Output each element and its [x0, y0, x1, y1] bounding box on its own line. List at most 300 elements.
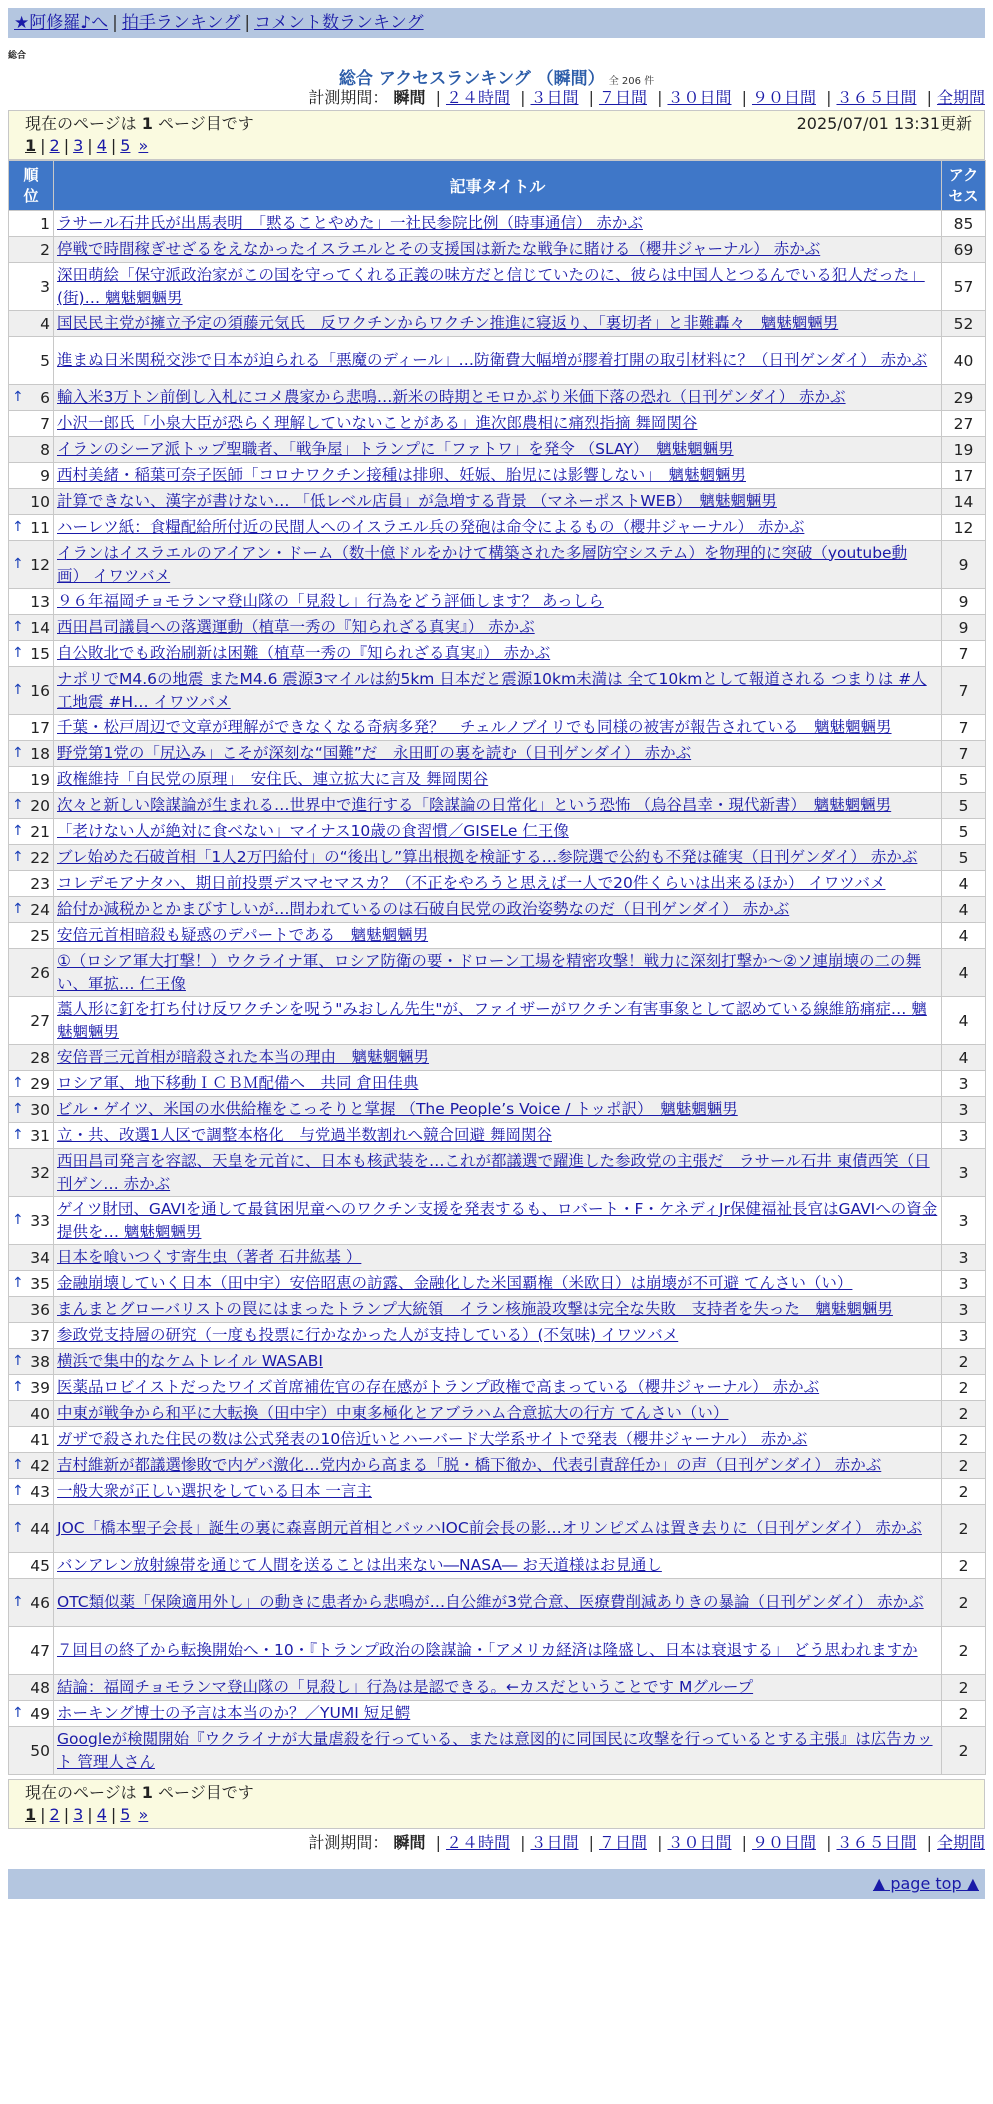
article-title-link[interactable]: 藁人形に釘を打ち付け反ワクチンを呪う"みおしん先生"が、ファイザーがワクチン有害事象として認めている線維筋痛症… 魑魅魍魎男 — [57, 999, 927, 1041]
rank-cell — [9, 897, 54, 923]
rank-cell — [9, 1097, 54, 1123]
table-row — [9, 237, 986, 263]
rank-cell — [9, 715, 54, 741]
ranking-title — [8, 64, 985, 89]
period-option-24h[interactable]: ２４時間 — [445, 88, 510, 107]
article-title-link[interactable]: ①（ロシア軍大打撃！）ウクライナ軍、ロシア防衛の要・ドローン工場を精密攻撃！戦力に深刻打撃か～②ソ連崩壊の二の舞い、軍拡… 仁王像 — [57, 951, 922, 993]
title-cell — [54, 1197, 942, 1245]
table-row — [9, 589, 986, 615]
col-header-access: アクセス — [942, 161, 986, 211]
table-row — [9, 1297, 986, 1323]
title-cell — [54, 589, 942, 615]
title-cell — [54, 1627, 942, 1675]
table-row — [9, 1271, 986, 1297]
article-title-link[interactable]: 安倍元首相暗殺も疑惑のデパートである 魑魅魍魎男 — [57, 926, 429, 944]
title-cell — [54, 411, 942, 437]
rank-up-arrow-icon: ↑ — [12, 1704, 24, 1721]
article-title-link[interactable]: 西田昌司議員への落選運動（植草一秀の『知られざる真実』） 赤かぶ — [57, 618, 535, 636]
rank-number: 26 — [30, 963, 50, 982]
access-count: 2 — [942, 1627, 986, 1675]
title-cell — [54, 337, 942, 385]
ranking-total-count: 全 206 件 — [608, 76, 655, 87]
rank-number: 29 — [30, 1074, 50, 1093]
title-cell — [54, 1401, 942, 1427]
rank-up-arrow-icon: ↑ — [12, 744, 24, 761]
article-title-link[interactable]: 輸入米3万トン前倒し入札にコメ農家から悲鳴…新米の時期とモロかぶり米価下落の恐れ（日刊ゲンダイ） 赤かぶ — [57, 388, 846, 406]
page-link-4[interactable]: 4 — [96, 136, 107, 155]
rank-number: 8 — [40, 440, 50, 459]
rank-number: 49 — [30, 1704, 50, 1723]
period-option-365d-bottom[interactable]: ３６５日間 — [836, 1833, 917, 1852]
rank-cell — [9, 1579, 54, 1627]
rank-up-arrow-icon: ↑ — [12, 1074, 24, 1091]
table-row — [9, 897, 986, 923]
article-title-link[interactable]: 政権維持「自民党の原理」 安住氏、連立拡大に言及 舞岡関谷 — [57, 770, 489, 788]
table-row — [9, 1149, 986, 1197]
period-option-3d-bottom[interactable]: ３日間 — [530, 1833, 579, 1852]
title-cell — [54, 1323, 942, 1349]
access-count: 2 — [942, 1375, 986, 1401]
rank-number: 45 — [30, 1556, 50, 1575]
rank-up-arrow-icon: ↑ — [12, 796, 24, 813]
page-current-bottom: 1 — [25, 1805, 37, 1824]
rank-up-arrow-icon: ↑ — [12, 900, 24, 917]
rank-cell — [9, 1271, 54, 1297]
rank-number: 46 — [30, 1593, 50, 1612]
title-cell — [54, 385, 942, 411]
table-row — [9, 515, 986, 541]
page-link-5-bottom[interactable]: 5 — [120, 1805, 131, 1824]
article-title-link[interactable]: ラサール石井氏が出馬表明 「黙ることやめた」一社民参院比例（時事通信） 赤かぶ — [57, 214, 643, 232]
access-count: 5 — [942, 819, 986, 845]
rank-number: 40 — [30, 1404, 50, 1423]
title-cell — [54, 641, 942, 667]
article-title-link[interactable]: ガザで殺された住民の数は公式発表の10倍近いとハーバード大学系サイトで発表（櫻井ジャーナル） 赤かぶ — [57, 1430, 808, 1448]
title-cell — [54, 845, 942, 871]
page-link-2[interactable]: 2 — [49, 136, 60, 155]
period-option-90d-bottom[interactable]: ９０日間 — [751, 1833, 816, 1852]
rank-number: 11 — [30, 518, 50, 537]
rank-cell — [9, 489, 54, 515]
title-cell — [54, 463, 942, 489]
article-title-link[interactable]: イランのシーア派トップ聖職者、「戦争屋」トランプに「ファトワ」を発令 （SLAY） 魑魅魍魎男 — [57, 440, 734, 458]
rank-up-arrow-icon: ↑ — [12, 644, 24, 661]
period-option-7d-bottom[interactable]: ７日間 — [598, 1833, 647, 1852]
table-row — [9, 923, 986, 949]
title-cell — [54, 1375, 942, 1401]
article-title-link[interactable]: ビル・ゲイツ、米国の水供給権をこっそりと掌握 （The People’s Voice / トッポ訳） 魑魅魍魎男 — [57, 1100, 738, 1118]
access-count: 12 — [942, 515, 986, 541]
period-option-all[interactable]: 全期間 — [936, 88, 985, 107]
rank-up-arrow-icon: ↑ — [12, 1274, 24, 1291]
title-cell — [54, 1579, 942, 1627]
access-count: 9 — [942, 541, 986, 589]
table-row — [9, 411, 986, 437]
rank-up-arrow-icon: ↑ — [12, 1456, 24, 1473]
period-option-all-bottom[interactable]: 全期間 — [936, 1833, 985, 1852]
rank-number: 24 — [30, 900, 50, 919]
table-row — [9, 767, 986, 793]
page-link-4-bottom[interactable]: 4 — [96, 1805, 107, 1824]
access-count: 57 — [942, 263, 986, 311]
article-title-link[interactable]: コレデモアナタハ、期日前投票デスマセマスカ？（不正をやろうと思えば一人で20件くらいは出来るほか） イワツバメ — [57, 874, 886, 892]
rank-number: 43 — [30, 1482, 50, 1501]
article-title-link[interactable]: ナポリでM4.6の地震 またM4.6 震源3マイルは約5km 日本だと震源10km未満は 全て10kmとして報道される つまりは #人工地震 #H… イワツバメ — [57, 669, 927, 711]
article-title-link[interactable]: Googleが検閲開始『ウクライナが大量虐殺を行っている、または意図的に同国民に攻撃を行っているとする主張』は広告カット 管理人さん — [57, 1729, 933, 1771]
col-header-title: 記事タイトル — [54, 161, 942, 211]
title-cell — [54, 1097, 942, 1123]
title-cell — [54, 489, 942, 515]
table-row — [9, 1701, 986, 1727]
rank-number: 41 — [30, 1430, 50, 1449]
table-row — [9, 615, 986, 641]
title-cell — [54, 1553, 942, 1579]
table-row — [9, 1627, 986, 1675]
table-row — [9, 489, 986, 515]
article-title-link[interactable]: 千葉・松戸周辺で文章が理解ができなくなる奇病多発？ チェルノブイリでも同様の被害が報告されている 魑魅魍魎男 — [57, 718, 892, 736]
page-next-link-bottom[interactable]: » — [138, 1805, 149, 1824]
table-row — [9, 1245, 986, 1271]
article-title-link[interactable]: 進まぬ日米関税交渉で日本が迫られる「悪魔のディール」…防衛費大幅増が膠着打開の取引材料に？（日刊ゲンダイ） 赤かぶ — [57, 351, 928, 369]
rank-number: 37 — [30, 1326, 50, 1345]
article-title-link[interactable]: 日本を喰いつくす寄生虫（著者 石井紘基 ） — [57, 1248, 362, 1266]
rank-cell — [9, 541, 54, 589]
article-title-link[interactable]: 結論：福岡チョモランマ登山隊の「見殺し」行為は是認できる。←カスだということです Mグループ — [57, 1678, 754, 1696]
table-row — [9, 1401, 986, 1427]
page-next-link[interactable]: » — [138, 136, 149, 155]
rank-cell — [9, 211, 54, 237]
article-title-link[interactable]: 中東が戦争から和平に大転換（田中宇）中東多極化とアブラハム合意拡大の行方 てんさい（い） — [57, 1404, 729, 1422]
article-title-link[interactable]: 深田萌絵「保守派政治家がこの国を守ってくれる正義の味方だと信じていたのに、彼らは中国人とつるんでいる犯人だった」(街)… 魑魅魍魎男 — [57, 265, 925, 307]
pager-top: 現在のページは 1 ページ目です 2025/07/01 13:31更新 1 | 2 | 3 | 4 | 5 » — [8, 110, 985, 160]
access-count: 4 — [942, 949, 986, 997]
rank-cell — [9, 311, 54, 337]
article-title-link[interactable]: 参政党支持層の研究（一度も投票に行かなかった人が支持している）(不気味) イワツバメ — [57, 1326, 679, 1344]
title-cell — [54, 263, 942, 311]
rank-number: 22 — [30, 848, 50, 867]
access-count: 7 — [942, 667, 986, 715]
table-row — [9, 1375, 986, 1401]
rank-cell — [9, 819, 54, 845]
rank-number: 15 — [30, 644, 50, 663]
article-title-link[interactable]: まんまとグローバリストの罠にはまったトランプ大統領 イラン核施設攻撃は完全な失敗 支持者を失った 魑魅魍魎男 — [57, 1300, 893, 1318]
rank-number: 33 — [30, 1211, 50, 1230]
article-title-link[interactable]: 次々と新しい陰謀論が生まれる…世界中で進行する「陰謀論の日常化」という恐怖 （烏谷昌幸・現代新書） 魑魅魍魎男 — [57, 796, 892, 814]
period-current-bottom: 瞬間 — [393, 1833, 426, 1852]
rank-cell — [9, 997, 54, 1045]
title-cell — [54, 615, 942, 641]
rank-cell — [9, 437, 54, 463]
rank-cell — [9, 1375, 54, 1401]
access-count: 9 — [942, 615, 986, 641]
access-count: 2 — [942, 1453, 986, 1479]
rank-cell — [9, 1071, 54, 1097]
rank-cell — [9, 1453, 54, 1479]
rank-number: 39 — [30, 1378, 50, 1397]
rank-up-arrow-icon: ↑ — [12, 618, 24, 635]
access-count: 4 — [942, 1045, 986, 1071]
table-row — [9, 263, 986, 311]
title-cell — [54, 1727, 942, 1775]
rank-cell — [9, 1245, 54, 1271]
rank-cell — [9, 741, 54, 767]
table-row — [9, 997, 986, 1045]
rank-number: 48 — [30, 1678, 50, 1697]
table-row — [9, 337, 986, 385]
article-title-link[interactable]: JOC「橋本聖子会長」誕生の裏に森喜朗元首相とバッハIOC前会長の影…オリンピズムは置き去りに（日刊ゲンダイ） 赤かぶ — [57, 1519, 922, 1537]
table-row — [9, 1453, 986, 1479]
table-row — [9, 1505, 986, 1553]
article-title-link[interactable]: ゲイツ財団、GAVIを通して最貧困児童へのワクチン支援を発表するも、ロバート・F・ケネディJr保健福祉長官はGAVIへの資金提供を… 魑魅魍魎男 — [57, 1199, 938, 1241]
table-row — [9, 949, 986, 997]
nav-separator: | — [112, 13, 118, 33]
article-title-link[interactable]: 吉村維新が都議選惨敗で内ゲバ激化…党内から高まる「脱・橋下徹か、代表引責辞任か」の声（日刊ゲンダイ） 赤かぶ — [57, 1456, 882, 1474]
access-count: 3 — [942, 1123, 986, 1149]
rank-number: 36 — [30, 1300, 50, 1319]
title-cell — [54, 1349, 942, 1375]
access-count: 2 — [942, 1701, 986, 1727]
rank-number: 28 — [30, 1048, 50, 1067]
rank-cell — [9, 667, 54, 715]
article-title-link[interactable]: 医薬品ロビイストだったワイズ首席補佐官の存在感がトランプ政権で高まっている（櫻井ジャーナル） 赤かぶ — [57, 1378, 820, 1396]
title-cell — [54, 1123, 942, 1149]
period-option-30d-bottom[interactable]: ３０日間 — [667, 1833, 732, 1852]
col-header-rank: 順位 — [9, 161, 54, 211]
rank-cell — [9, 1297, 54, 1323]
access-count: 3 — [942, 1245, 986, 1271]
article-title-link[interactable]: 国民民主党が擁立予定の須藤元気氏 反ワクチンからワクチン推進に寝返り、「裏切者」と非難轟々 魑魅魍魎男 — [57, 314, 839, 332]
table-row — [9, 667, 986, 715]
access-count: 2 — [942, 1479, 986, 1505]
rank-cell — [9, 1427, 54, 1453]
article-title-link[interactable]: 小沢一郎氏「小泉大臣が恐らく理解していないことがある」進次郎農相に痛烈指摘 舞岡関谷 — [57, 414, 698, 432]
article-title-link[interactable]: 立・共、改選1人区で調整本格化 与党過半数割れへ競合回避 舞岡関谷 — [57, 1126, 552, 1144]
title-cell — [54, 741, 942, 767]
article-title-link[interactable]: ７回目の終了から転換開始へ・10・『トランプ政治の陰謀論・「アメリカ経済は隆盛し、日本は衰退する」 どう思われますか — [57, 1641, 918, 1659]
title-cell — [54, 1675, 942, 1701]
article-title-link[interactable]: 「老けない人が絶対に食べない」マイナス10歳の食習慣／GISELe 仁王像 — [57, 822, 569, 840]
rank-up-arrow-icon: ↑ — [12, 388, 24, 405]
title-cell — [54, 1427, 942, 1453]
title-cell — [54, 897, 942, 923]
article-title-link[interactable]: 安倍晋三元首相が暗殺された本当の理由 魑魅魍魎男 — [57, 1048, 430, 1066]
article-title-link[interactable]: 一般大衆が正しい選択をしている日本 一言主 — [57, 1482, 372, 1500]
access-count: 5 — [942, 793, 986, 819]
rank-cell — [9, 385, 54, 411]
table-row — [9, 845, 986, 871]
rank-number: 27 — [30, 1011, 50, 1030]
access-count: 3 — [942, 1271, 986, 1297]
access-count: 3 — [942, 1297, 986, 1323]
title-cell — [54, 311, 942, 337]
rank-up-arrow-icon: ↑ — [12, 555, 24, 572]
title-cell — [54, 1297, 942, 1323]
rank-number: 44 — [30, 1519, 50, 1538]
comment-ranking-link[interactable]: コメント数ランキング — [254, 13, 424, 33]
page-link-3[interactable]: 3 — [73, 136, 84, 155]
rank-up-arrow-icon: ↑ — [12, 1211, 24, 1228]
article-title-link[interactable]: ブレ始めた石破首相「1人2万円給付」の“後出し”算出根拠を検証する…参院選で公約も不発は確実（日刊ゲンダイ） 赤かぶ — [57, 848, 918, 866]
table-row — [9, 1349, 986, 1375]
rank-number: 3 — [40, 277, 50, 296]
access-count: 2 — [942, 1401, 986, 1427]
article-title-link[interactable]: 西田昌司発言を容認、天皇を元首に、日本も核武装を…これが都議選で躍進した参政党の主張だ ラサール石井 東債西笑（日刊ゲン… 赤かぶ — [57, 1151, 930, 1193]
access-count: 40 — [942, 337, 986, 385]
article-title-link[interactable]: 西村美緒・稲葉可奈子医師「コロナワクチン接種は排卵、妊娠、胎児には影響しない」 魑魅魍魎男 — [57, 466, 746, 484]
rank-cell — [9, 1479, 54, 1505]
footer-bar — [8, 1869, 985, 1899]
table-row — [9, 1045, 986, 1071]
title-cell — [54, 793, 942, 819]
period-option-3d[interactable]: ３日間 — [530, 88, 579, 107]
table-row — [9, 1579, 986, 1627]
access-count: 4 — [942, 997, 986, 1045]
title-cell — [54, 541, 942, 589]
title-cell — [54, 1505, 942, 1553]
home-link[interactable]: ★阿修羅♪へ — [14, 13, 109, 33]
rank-cell — [9, 615, 54, 641]
rank-number: 7 — [40, 414, 50, 433]
ranking-title-text: 総合 アクセスランキング （瞬間） — [338, 69, 605, 89]
table-row — [9, 1123, 986, 1149]
article-title-link[interactable]: バンアレン放射線帯を通じて人間を送ることは出来ない―NASA― お天道様はお見通し — [57, 1556, 662, 1574]
rank-cell — [9, 1045, 54, 1071]
rank-number: 16 — [30, 681, 50, 700]
access-count: 2 — [942, 1427, 986, 1453]
rank-number: 14 — [30, 618, 50, 637]
page-link-5[interactable]: 5 — [120, 136, 131, 155]
period-option-90d[interactable]: ９０日間 — [751, 88, 816, 107]
table-row — [9, 793, 986, 819]
rank-number: 19 — [30, 770, 50, 789]
rank-cell — [9, 793, 54, 819]
access-count: 2 — [942, 1675, 986, 1701]
period-selector-top: 計測期間： 瞬間 | ２４時間 | ３日間 | ７日間 | ３０日間 | ９０日間 | ３６５日間 | 全期間 — [308, 88, 985, 107]
access-count: 3 — [942, 1149, 986, 1197]
table-row — [9, 541, 986, 589]
title-cell — [54, 949, 942, 997]
rank-number: 18 — [30, 744, 50, 763]
article-title-link[interactable]: ロシア軍、地下移動ＩＣＢＭ配備へ 共同 倉田佳典 — [57, 1074, 419, 1092]
period-label: 計測期間： — [308, 88, 389, 107]
rank-cell — [9, 871, 54, 897]
access-count: 27 — [942, 411, 986, 437]
page-link-3-bottom[interactable]: 3 — [73, 1805, 84, 1824]
title-cell — [54, 211, 942, 237]
access-count: 3 — [942, 1323, 986, 1349]
table-row — [9, 211, 986, 237]
title-cell — [54, 1149, 942, 1197]
rank-up-arrow-icon: ↑ — [12, 681, 24, 698]
rank-cell — [9, 949, 54, 997]
rank-cell — [9, 1123, 54, 1149]
access-count: 2 — [942, 1727, 986, 1775]
article-title-link[interactable]: 野党第1党の「尻込み」こそが深刻な“国難”だ 永田町の裏を読む（日刊ゲンダイ） 赤かぶ — [57, 744, 692, 762]
article-title-link[interactable]: OTC類似薬「保険適用外し」の動きに患者から悲鳴が…自公維が3党合意、医療費削減ありきの暴論（日刊ゲンダイ） 赤かぶ — [57, 1593, 924, 1611]
rank-up-arrow-icon: ↑ — [12, 822, 24, 839]
article-title-link[interactable]: 計算できない、漢字が書けない… 「低レベル店員」が急増する背景 （マネーポストWEB） 魑魅魍魎男 — [57, 492, 777, 510]
clap-ranking-link[interactable]: 拍手ランキング — [121, 13, 241, 33]
period-current: 瞬間 — [393, 88, 426, 107]
access-count: 2 — [942, 1579, 986, 1627]
rank-number: 2 — [40, 240, 50, 259]
article-title-link[interactable]: 自公敗北でも政治刷新は困難（植草一秀の『知られざる真実』） 赤かぶ — [57, 644, 551, 662]
access-count: 7 — [942, 641, 986, 667]
table-row — [9, 715, 986, 741]
title-cell — [54, 1701, 942, 1727]
period-selector-bottom: 計測期間： 瞬間 | ２４時間 | ３日間 | ７日間 | ３０日間 | ９０日間 | ３６５日間 | 全期間 — [308, 1833, 985, 1852]
title-cell — [54, 667, 942, 715]
rank-cell — [9, 1149, 54, 1197]
article-title-link[interactable]: 金融崩壊していく日本（田中宇）安倍昭恵の訪露、金融化した米国覇権（米欧日）は崩壊が不可避 てんさい（い） — [57, 1274, 853, 1292]
rank-up-arrow-icon: ↑ — [12, 1100, 24, 1117]
table-row — [9, 1553, 986, 1579]
rank-cell — [9, 1727, 54, 1775]
table-row — [9, 1675, 986, 1701]
period-label-bottom: 計測期間： — [308, 1833, 389, 1852]
page-current: 1 — [25, 136, 37, 155]
rank-number: 38 — [30, 1352, 50, 1371]
rank-cell — [9, 1505, 54, 1553]
title-cell — [54, 1271, 942, 1297]
rank-up-arrow-icon: ↑ — [12, 1593, 24, 1610]
table-row — [9, 641, 986, 667]
title-cell — [54, 1453, 942, 1479]
title-cell — [54, 997, 942, 1045]
period-option-7d[interactable]: ７日間 — [598, 88, 647, 107]
rank-number: 10 — [30, 492, 50, 511]
article-title-link[interactable]: 横浜で集中的なケムトレイル WASABI — [57, 1352, 323, 1370]
article-title-link[interactable]: 給付か減税かとかまびすしいが…問われているのは石破自民党の政治姿勢なのだ（日刊ゲンダイ） 赤かぶ — [57, 900, 790, 918]
page-top-link[interactable]: ▲ page top ▲ — [872, 1874, 979, 1893]
access-count: 14 — [942, 489, 986, 515]
rank-number: 21 — [30, 822, 50, 841]
rank-up-arrow-icon: ↑ — [12, 1378, 24, 1395]
title-cell — [54, 1245, 942, 1271]
table-row — [9, 437, 986, 463]
article-title-link[interactable]: ９６年福岡チョモランマ登山隊の「見殺し」行為をどう評価します？ あっしら — [57, 592, 604, 610]
current-page-text-bottom: 現在のページは 1 ページ目です — [25, 1783, 254, 1802]
rank-up-arrow-icon: ↑ — [12, 1482, 24, 1499]
period-option-24h-bottom[interactable]: ２４時間 — [445, 1833, 510, 1852]
article-title-link[interactable]: ホーキング博士の予言は本当のか？／YUMI 短足鰐 — [57, 1704, 411, 1722]
rank-cell — [9, 515, 54, 541]
period-option-365d[interactable]: ３６５日間 — [836, 88, 917, 107]
rank-cell — [9, 237, 54, 263]
rank-number: 47 — [30, 1641, 50, 1660]
table-row — [9, 1427, 986, 1453]
article-title-link[interactable]: 停戦で時間稼ぎせざるをえなかったイスラエルとその支援国は新たな戦争に賭ける（櫻井ジャーナル） 赤かぶ — [57, 240, 821, 258]
rank-number: 25 — [30, 926, 50, 945]
rank-number: 13 — [30, 592, 50, 611]
table-row — [9, 871, 986, 897]
rank-cell — [9, 463, 54, 489]
genre-label: 総合 — [8, 51, 27, 61]
pager-bottom: 現在のページは 1 ページ目です 1 | 2 | 3 | 4 | 5 » — [8, 1779, 985, 1829]
table-row — [9, 1197, 986, 1245]
period-option-30d[interactable]: ３０日間 — [667, 88, 732, 107]
table-row — [9, 819, 986, 845]
access-count: 3 — [942, 1071, 986, 1097]
rank-up-arrow-icon: ↑ — [12, 1519, 24, 1536]
article-title-link[interactable]: イランはイスラエルのアイアン・ドーム（数十億ドルをかけて構築された多層防空システム）を物理的に突破（youtube動画） イワツバメ — [57, 543, 908, 585]
article-title-link[interactable]: ハーレツ紙：食糧配給所付近の民間人へのイスラエル兵の発砲は命令によるもの（櫻井ジャーナル） 赤かぶ — [57, 518, 805, 536]
rank-cell — [9, 1701, 54, 1727]
access-count: 19 — [942, 437, 986, 463]
access-count: 5 — [942, 845, 986, 871]
rank-number: 17 — [30, 718, 50, 737]
page-link-2-bottom[interactable]: 2 — [49, 1805, 60, 1824]
